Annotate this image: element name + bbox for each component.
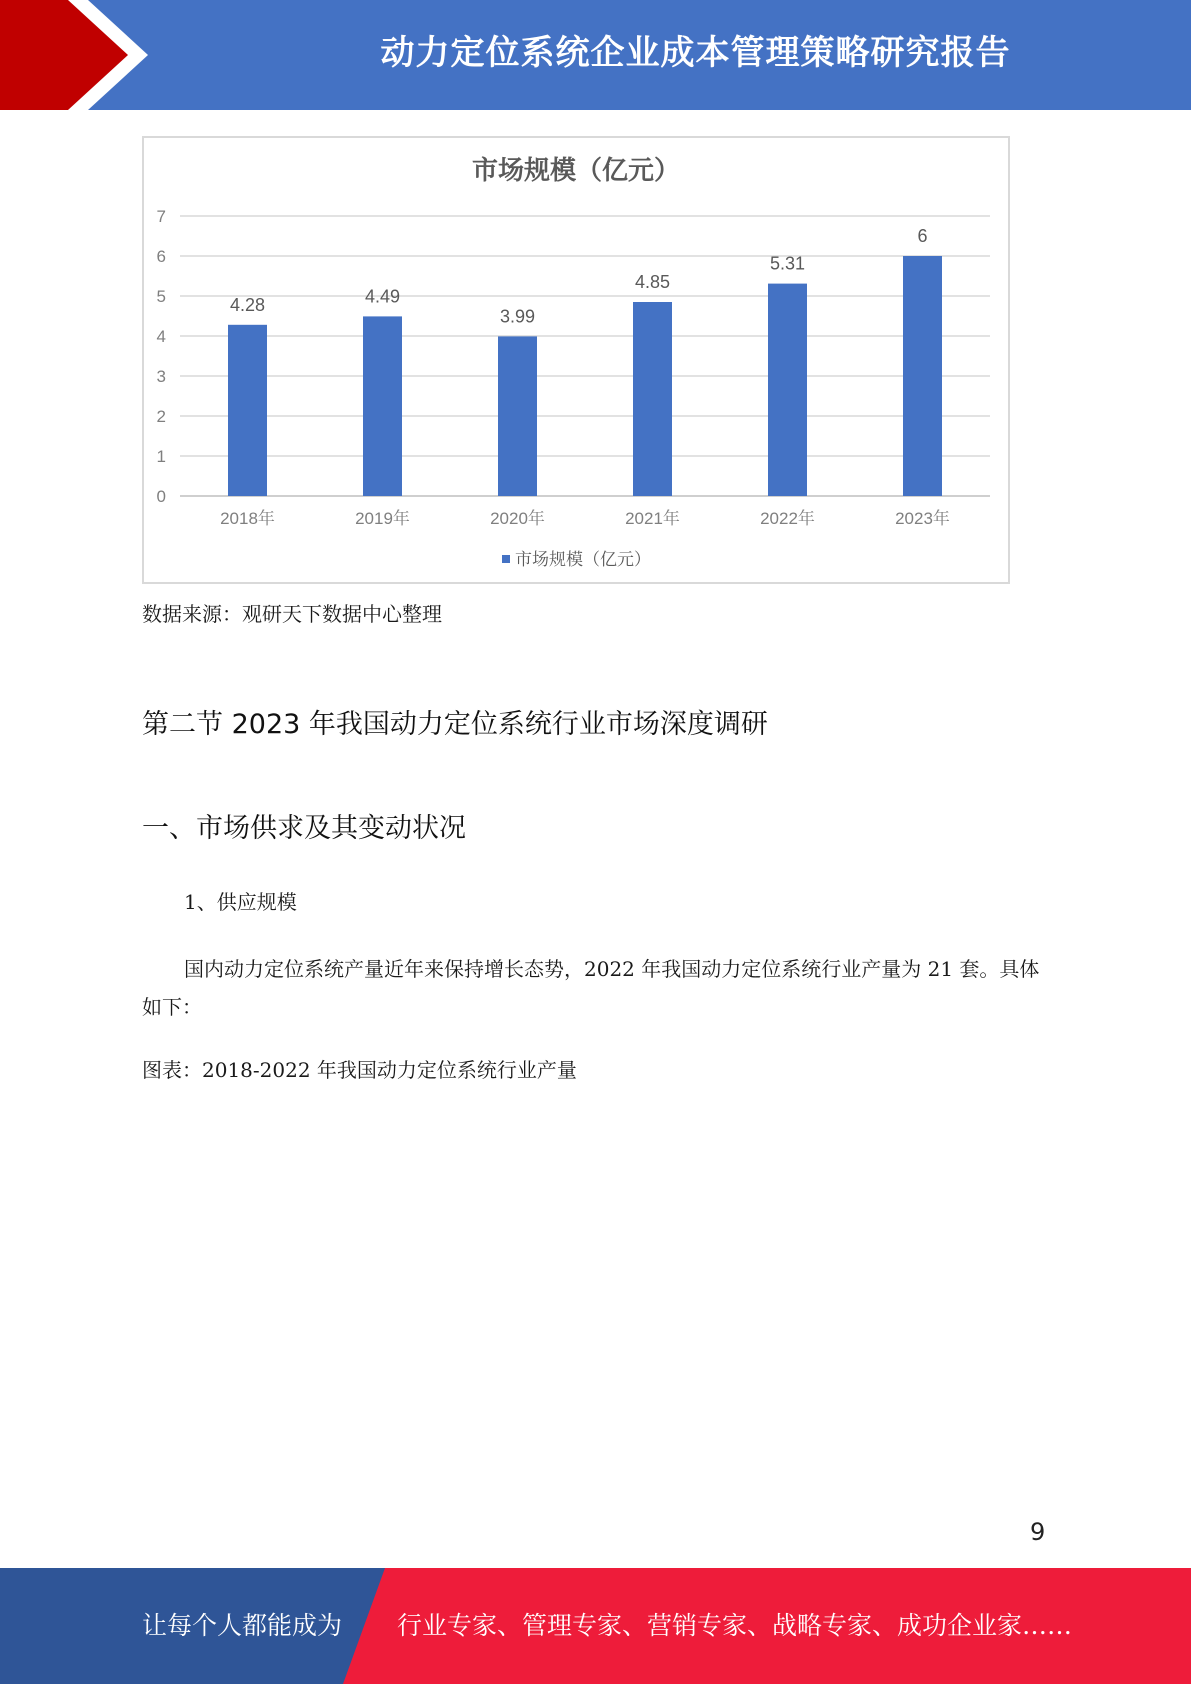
data-label: 6 <box>917 226 928 246</box>
y-tick-label: 3 <box>156 367 166 386</box>
page-footer <box>0 1568 1191 1684</box>
bar <box>363 316 402 496</box>
chart-canvas <box>144 138 1008 582</box>
data-label: 5.31 <box>769 253 806 274</box>
header-title: 动力定位系统企业成本管理策略研究报告 <box>380 33 1011 73</box>
x-tick-label: 2019年 <box>355 509 410 528</box>
chart-title: 市场规模（亿元） <box>471 155 681 185</box>
sub-heading: 一、市场供求及其变动状况 <box>142 813 466 844</box>
y-tick-label: 5 <box>156 287 166 306</box>
y-tick-label: 1 <box>156 447 166 466</box>
data-label: 4.85 <box>634 272 671 292</box>
y-tick-label: 0 <box>156 487 166 506</box>
body-paragraph: 国内动力定位系统产量近年来保持增长态势，2022 年我国动力定位系统行业产量为 21 套。具体如下： <box>142 957 1040 1019</box>
bar <box>228 325 267 496</box>
y-tick-label: 6 <box>156 247 166 266</box>
page-number: 9 <box>1030 1518 1046 1546</box>
market-size-chart <box>142 136 1010 584</box>
item-heading: 1、供应规模 <box>184 890 297 914</box>
data-label: 3.99 <box>499 306 536 327</box>
x-tick-label: 2021年 <box>625 509 680 528</box>
x-tick-label: 2018年 <box>220 509 275 528</box>
y-tick-label: 7 <box>156 207 166 226</box>
y-tick-label: 4 <box>156 327 166 346</box>
legend-swatch <box>502 555 510 563</box>
bar <box>633 302 672 496</box>
page-header <box>0 0 1191 110</box>
data-source-note: 数据来源：观研天下数据中心整理 <box>142 602 442 626</box>
figure-caption: 图表：2018-2022 年我国动力定位系统行业产量 <box>142 1058 577 1082</box>
bar <box>903 256 942 496</box>
x-tick-label: 2022年 <box>760 509 815 528</box>
data-label: 4.49 <box>364 286 401 307</box>
footer-slogan-left: 让每个人都能成为 <box>142 1611 343 1640</box>
legend-label: 市场规模（亿元） <box>515 550 651 569</box>
bar <box>768 284 807 496</box>
y-tick-label: 2 <box>156 407 166 426</box>
bar <box>498 336 537 496</box>
x-tick-label: 2023年 <box>895 509 950 528</box>
data-label: 4.28 <box>229 294 266 315</box>
x-tick-label: 2020年 <box>490 509 545 528</box>
section-heading: 第二节 2023 年我国动力定位系统行业市场深度调研 <box>142 709 768 740</box>
footer-slogan-right: 行业专家、管理专家、营销专家、战略专家、成功企业家…… <box>397 1611 1073 1640</box>
